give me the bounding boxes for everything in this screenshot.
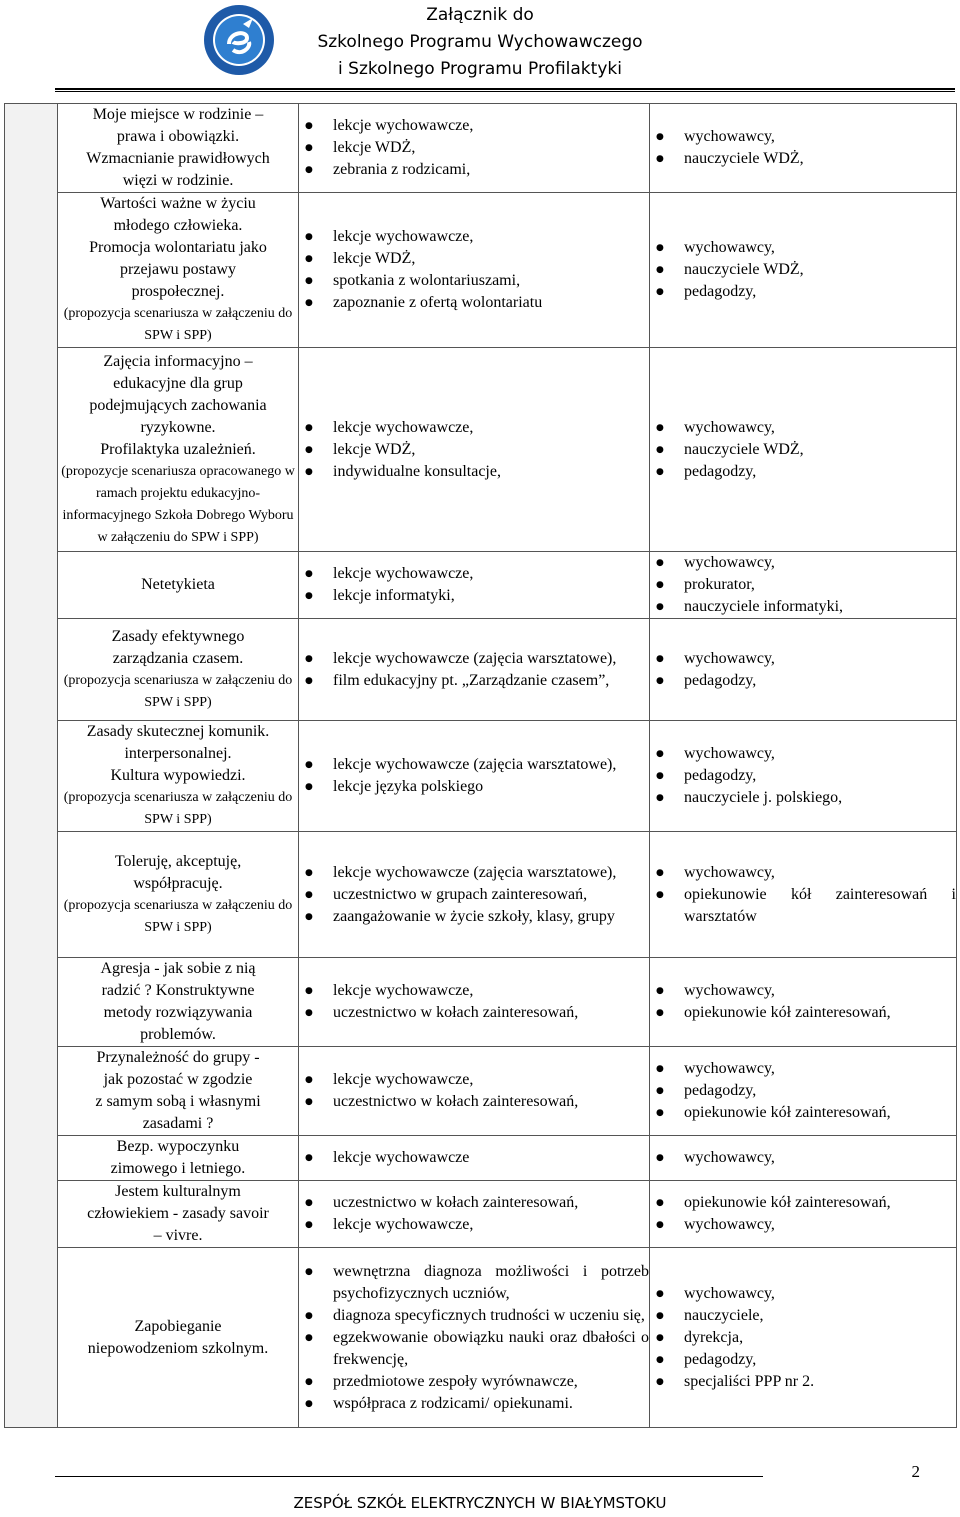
form-item: ● uczestnictwo w kołach zainteresowań, — [299, 1002, 649, 1024]
persons-cell — [650, 619, 957, 721]
topic-line: jak pozostać w zgodzie — [103, 1071, 253, 1088]
forms-cell — [299, 832, 650, 958]
header-line-3: i Szkolnego Programu Profilaktyki — [338, 59, 622, 79]
topic-note: (propozycja scenariusza w załączeniu do SPW i SPP) — [63, 790, 293, 827]
person-item: ● opiekunowie kół zainteresowań, — [650, 1002, 956, 1024]
header-title — [300, 2, 660, 83]
empty-cell — [5, 1248, 58, 1428]
topic-line: – vivre. — [153, 1227, 203, 1244]
topic-line: Zasady efektywnego — [111, 627, 245, 645]
person-item: ● prokurator, — [650, 574, 956, 596]
form-item: ● lekcje języka polskiego — [299, 776, 649, 798]
table-row — [5, 958, 957, 1047]
table-row — [5, 832, 957, 958]
topic-cell — [58, 721, 299, 832]
header-line-2: Szkolnego Programu Wychowawczego — [317, 32, 643, 52]
topic-line: młodego człowieka. — [113, 217, 243, 234]
persons-cell — [650, 1136, 957, 1181]
person-item: ● wychowawcy, — [650, 1147, 956, 1169]
forms-cell — [299, 1248, 650, 1428]
form-item: ● film edukacyjny pt. „Zarządzanie czasem”, — [299, 670, 649, 692]
person-item: ● opiekunowie kół zainteresowań, — [650, 1192, 956, 1214]
forms-cell — [299, 721, 650, 832]
form-item: ● lekcje wychowawcze, — [299, 1214, 649, 1236]
form-item: ● lekcje wychowawcze — [299, 1147, 649, 1169]
topic-cell — [58, 958, 299, 1047]
form-item: ● diagnoza specyficznych trudności w uczeniu się, — [299, 1305, 649, 1327]
form-item: ● spotkania z wolontariuszami, — [299, 270, 649, 292]
topic-line: współpracuję. — [133, 874, 223, 892]
person-item: ● wychowawcy, — [650, 648, 956, 670]
topic-line: edukacyjne dla grup — [113, 374, 243, 392]
forms-cell — [299, 619, 650, 721]
topic-cell — [58, 832, 299, 958]
topic-line: zimowego i letniego. — [110, 1160, 246, 1177]
empty-cell — [5, 1047, 58, 1136]
person-item: ● wychowawcy, — [650, 980, 956, 1002]
form-item: ● wewnętrzna diagnoza możliwości i potrzeb psychofizycznych uczniów, — [299, 1261, 649, 1305]
topic-line: Promocja wolontariatu jako — [89, 239, 267, 256]
topic-line: Wzmacnianie prawidłowych — [86, 150, 270, 167]
form-item: ● uczestnictwo w kołach zainteresowań, — [299, 1091, 649, 1113]
person-item: ● nauczyciele WDŻ, — [650, 439, 956, 461]
form-item: ● lekcje wychowawcze, — [299, 115, 649, 137]
header-divider — [55, 88, 955, 90]
topic-line: ryzykowne. — [140, 418, 216, 436]
table-row — [5, 1047, 957, 1136]
person-item: ● wychowawcy, — [650, 126, 956, 148]
form-item: ● lekcje wychowawcze, — [299, 980, 649, 1002]
page-header — [0, 0, 960, 82]
empty-cell — [5, 104, 58, 193]
topic-line: z samym sobą i własnymi — [95, 1093, 261, 1110]
empty-cell — [5, 552, 58, 619]
topic-cell — [58, 193, 299, 348]
table-row — [5, 1181, 957, 1248]
topic-cell — [58, 104, 299, 193]
topic-cell — [58, 1248, 299, 1428]
footer-divider — [55, 1476, 763, 1477]
form-item: ● lekcje wychowawcze (zajęcia warsztatowe), — [299, 648, 649, 670]
person-item: ● nauczyciele informatyki, — [650, 596, 956, 618]
header-line-1: Załącznik do — [426, 5, 534, 25]
topic-line: Jestem kulturalnym — [115, 1183, 241, 1200]
table-row — [5, 193, 957, 348]
form-item: ● lekcje informatyki, — [299, 585, 649, 607]
topic-note: (propozycja scenariusza w załączeniu do SPW i SPP) — [63, 306, 293, 343]
empty-cell — [5, 619, 58, 721]
footer-school-name: ZESPÓŁ SZKÓŁ ELEKTRYCZNYCH W BIAŁYMSTOKU — [293, 1494, 667, 1512]
form-item: ● lekcje WDŻ, — [299, 439, 649, 461]
persons-cell — [650, 348, 957, 552]
person-item: ● pedagodzy, — [650, 461, 956, 483]
person-item: ● specjaliści PPP nr 2. — [650, 1371, 956, 1393]
person-item: ● wychowawcy, — [650, 862, 956, 884]
empty-cell — [5, 832, 58, 958]
person-item: ● nauczyciele WDŻ, — [650, 259, 956, 281]
person-item: ● pedagodzy, — [650, 1349, 956, 1371]
topic-line: Bezp. wypoczynku — [116, 1138, 240, 1155]
person-item: ● wychowawcy, — [650, 237, 956, 259]
topic-cell — [58, 348, 299, 552]
empty-cell — [5, 348, 58, 552]
topic-line: interpersonalnej. — [124, 745, 232, 762]
form-item: ● lekcje wychowawcze (zajęcia warsztatowe), — [299, 754, 649, 776]
person-item: ● wychowawcy, — [650, 743, 956, 765]
persons-cell — [650, 958, 957, 1047]
forms-cell — [299, 1181, 650, 1248]
topic-cell — [58, 619, 299, 721]
form-item: ● zaangażowanie w życie szkoły, klasy, grupy — [299, 906, 649, 928]
topic-line: prospołecznej. — [131, 283, 225, 300]
topic-line: więzi w rodzinie. — [122, 172, 234, 189]
form-item: ● lekcje wychowawcze, — [299, 563, 649, 585]
table-row — [5, 721, 957, 832]
school-logo — [203, 4, 275, 76]
header-divider-thin — [55, 91, 955, 92]
empty-cell — [5, 721, 58, 832]
table-row — [5, 348, 957, 552]
topic-line: Netetykieta — [141, 576, 215, 593]
form-item: ● lekcje wychowawcze (zajęcia warsztatowe), — [299, 862, 649, 884]
topic-line: podejmujących zachowania — [89, 396, 267, 414]
person-item: ● nauczyciele, — [650, 1305, 956, 1327]
topic-line: zasadami ? — [142, 1115, 214, 1132]
forms-cell — [299, 552, 650, 619]
form-item: ● lekcje wychowawcze, — [299, 417, 649, 439]
table-row — [5, 104, 957, 193]
topic-line: Przynależność do grupy - — [96, 1049, 260, 1066]
persons-cell — [650, 104, 957, 193]
persons-cell — [650, 1181, 957, 1248]
person-item: ● nauczyciele WDŻ, — [650, 148, 956, 170]
forms-cell — [299, 193, 650, 348]
topic-cell — [58, 1136, 299, 1181]
program-table — [4, 103, 957, 1428]
person-item: ● opiekunowie kół zainteresowań, — [650, 1102, 956, 1124]
empty-cell — [5, 958, 58, 1047]
person-item: ● wychowawcy, — [650, 1283, 956, 1305]
forms-cell — [299, 958, 650, 1047]
topic-line: Zasady skutecznej komunik. — [86, 723, 270, 740]
form-item: ● współpraca z rodzicami/ opiekunami. — [299, 1393, 649, 1415]
empty-cell — [5, 193, 58, 348]
forms-cell — [299, 104, 650, 193]
persons-cell — [650, 832, 957, 958]
form-item: ● przedmiotowe zespoły wyrównawcze, — [299, 1371, 649, 1393]
topic-line: Kultura wypowiedzi. — [110, 767, 246, 784]
forms-cell — [299, 1047, 650, 1136]
persons-cell — [650, 1047, 957, 1136]
person-item: ● pedagodzy, — [650, 765, 956, 787]
topic-cell — [58, 1181, 299, 1248]
persons-cell — [650, 1248, 957, 1428]
form-item: ● lekcje WDŻ, — [299, 137, 649, 159]
topic-line: człowiekiem - zasady savoir — [87, 1205, 269, 1222]
form-item: ● uczestnictwo w grupach zainteresowań, — [299, 884, 649, 906]
topic-line: Zapobieganie — [134, 1317, 222, 1335]
person-item: ● wychowawcy, — [650, 1058, 956, 1080]
topic-line: metody rozwiązywania — [103, 1004, 253, 1021]
topic-line: Toleruję, akceptuję, — [114, 852, 242, 870]
empty-cell — [5, 1136, 58, 1181]
topic-note: (propozycja scenariusza w załączeniu do SPW i SPP) — [63, 897, 293, 935]
form-item: ● egzekwowanie obowiązku nauki oraz dbałości o frekwencję, — [299, 1327, 649, 1371]
person-item: ● pedagodzy, — [650, 670, 956, 692]
person-item: ● opiekunowie kół zainteresowań i warsztatów — [650, 884, 956, 928]
form-item: ● indywidualne konsultacje, — [299, 461, 649, 483]
form-item: ● uczestnictwo w kołach zainteresowań, — [299, 1192, 649, 1214]
person-item: ● wychowawcy, — [650, 552, 956, 574]
topic-line: prawa i obowiązki. — [116, 128, 240, 145]
table-row — [5, 1248, 957, 1428]
topic-note: (propozycje scenariusza opracowanego w ramach projektu edukacyjno-informacyjnego Szkoła Dobrego Wyboru w załączeniu do SPW i SPP) — [61, 463, 295, 545]
person-item: ● dyrekcja, — [650, 1327, 956, 1349]
topic-line: Moje miejsce w rodzinie – — [92, 106, 264, 123]
topic-line: Wartości ważne w życiu — [100, 195, 256, 212]
form-item: ● lekcje WDŻ, — [299, 248, 649, 270]
topic-cell — [58, 1047, 299, 1136]
table-row — [5, 619, 957, 721]
persons-cell — [650, 552, 957, 619]
person-item: ● nauczyciele j. polskiego, — [650, 787, 956, 809]
person-item: ● wychowawcy, — [650, 417, 956, 439]
topic-line: radzić ? Konstruktywne — [101, 982, 255, 999]
table-row — [5, 552, 957, 619]
empty-cell — [5, 1181, 58, 1248]
persons-cell — [650, 193, 957, 348]
person-item: ● wychowawcy, — [650, 1214, 956, 1236]
topic-cell — [58, 552, 299, 619]
form-item: ● lekcje wychowawcze, — [299, 1069, 649, 1091]
forms-cell — [299, 1136, 650, 1181]
topic-line: zarządzania czasem. — [112, 649, 244, 667]
topic-line: Profilaktyka uzależnień. — [100, 440, 256, 458]
topic-line: przejawu postawy — [120, 261, 236, 278]
page-number: 2 — [911, 1462, 920, 1481]
form-item: ● lekcje wychowawcze, — [299, 226, 649, 248]
topic-line: Zajęcia informacyjno – — [103, 352, 253, 370]
topic-line: Agresja - jak sobie z nią — [100, 960, 256, 977]
topic-line: problemów. — [140, 1026, 216, 1043]
person-item: ● pedagodzy, — [650, 281, 956, 303]
persons-cell — [650, 721, 957, 832]
table-row — [5, 1136, 957, 1181]
form-item: ● zebrania z rodzicami, — [299, 159, 649, 181]
topic-note: (propozycja scenariusza w załączeniu do SPW i SPP) — [63, 672, 293, 710]
topic-line: niepowodzeniom szkolnym. — [87, 1339, 269, 1357]
person-item: ● pedagodzy, — [650, 1080, 956, 1102]
forms-cell — [299, 348, 650, 552]
form-item: ● zapoznanie z ofertą wolontariatu — [299, 292, 649, 314]
